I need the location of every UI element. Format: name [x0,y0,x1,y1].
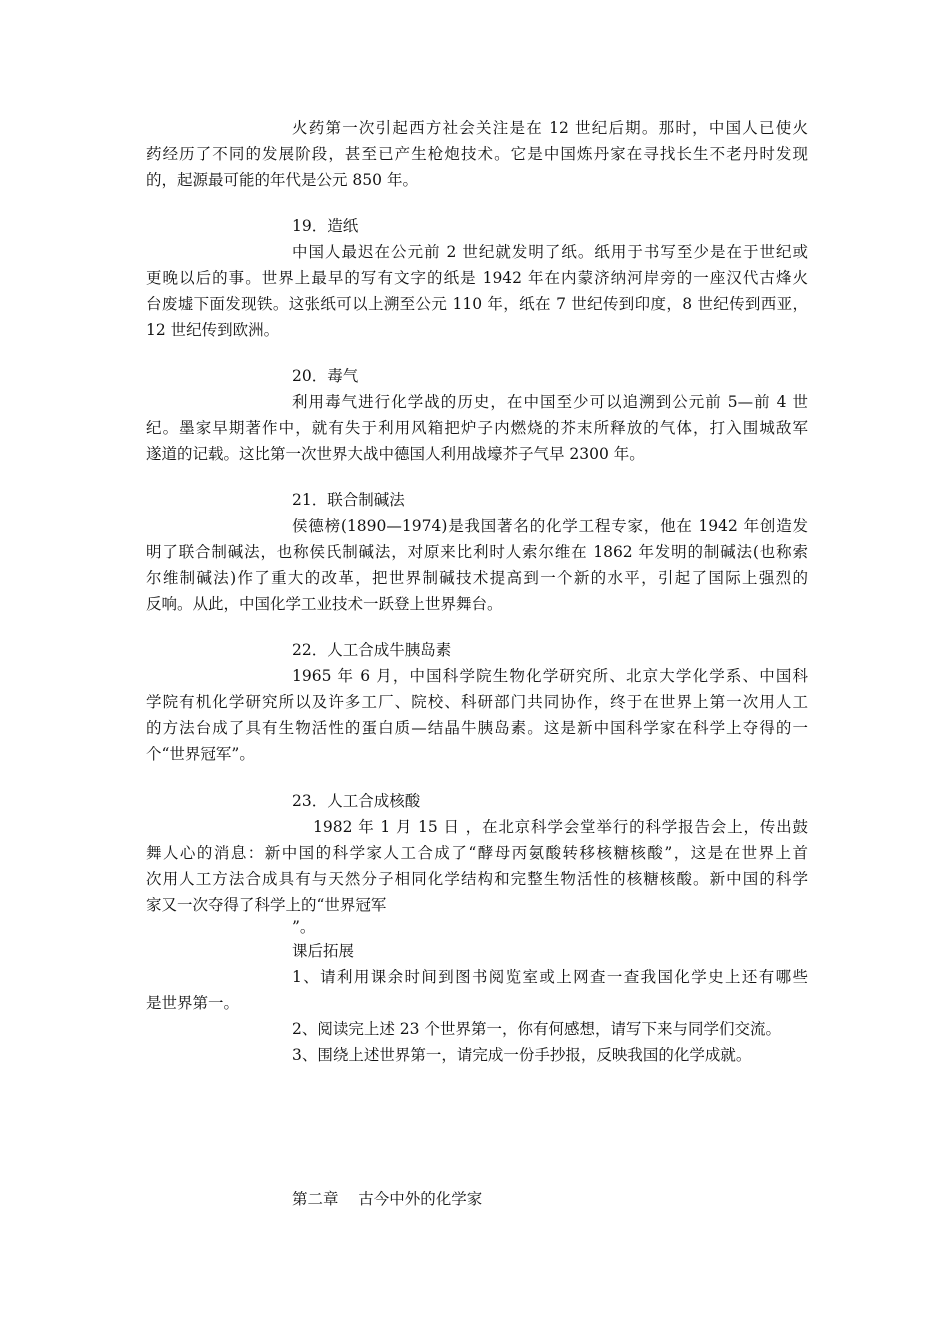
paragraph-line: 中国人最迟在公元前 2 世纪就发明了纸。纸用于书写至少是在于世纪或 [292,243,808,261]
paragraph-line: 舞人心的消息：新中国的科学家人工合成了“酵母丙氨酸转移核糖核酸”，这是在世界上首 [146,844,808,862]
paragraph-line: 反响。从此，中国化学工业技术一跃登上世界舞台。 [146,595,503,613]
paragraph-line: 1982 年 1 月 15 日 ，在北京科学会堂举行的科学报告会上，传出鼓 [313,818,808,836]
paragraph-line: 个“世界冠军”。 [146,745,255,763]
paragraph-line: 遂道的记载。这比第一次世界大战中德国人利用战壕芥子气早 2300 年。 [146,445,645,463]
list-item: 是世界第一。 [146,994,240,1012]
paragraph-line: ”。 [292,918,316,936]
paragraph-line: 药经历了不同的发展阶段，甚至已产生枪炮技术。它是中国炼丹家在寻找长生不老丹时发现 [146,145,808,163]
paragraph-line: 更晚以后的事。世界上最早的写有文字的纸是 1942 年在内蒙济纳河岸旁的一座汉代古烽火 [146,269,808,287]
paragraph-line: 尔维制碱法)作了重大的改革，把世界制碱技术提高到一个新的水平，引起了国际上强烈的 [146,569,808,587]
chapter-title: 第二章 古今中外的化学家 [292,1190,483,1208]
list-item: 3、围绕上述世界第一，请完成一份手抄报，反映我国的化学成就。 [292,1046,752,1064]
paragraph-line: 纪。墨家早期著作中，就有失于利用风箱把炉子内燃烧的芥末所释放的气体，打入围城敌军 [146,419,808,437]
section-heading: 23．人工合成核酸 [292,792,421,810]
section-heading: 22．人工合成牛胰岛素 [292,641,452,659]
paragraph-line: 台废墟下面发现铁。这张纸可以上溯至公元 110 年，纸在 7 世纪传到印度，8 世纪传到西亚， [146,295,808,313]
paragraph-line: 明了联合制碱法，也称侯氏制碱法，对原来比利时人索尔维在 1862 年发明的制碱法(也称索 [146,543,808,561]
paragraph-line: 的方法台成了具有生物活性的蛋白质—结晶牛胰岛素。这是新中国科学家在科学上夺得的一 [146,719,808,737]
paragraph-line: 家又一次夺得了科学上的“世界冠军 [146,896,387,914]
paragraph-line: 利用毒气进行化学战的历史，在中国至少可以追溯到公元前 5—前 4 世 [292,393,808,411]
paragraph-line: 次用人工方法合成具有与天然分子相同化学结构和完整生物活性的核糖核酸。新中国的科学 [146,870,808,888]
list-item: 1、请利用课余时间到图书阅览室或上网查一查我国化学史上还有哪些 [292,968,808,986]
paragraph-line: 12 世纪传到欧洲。 [146,321,280,339]
paragraph-line: 的，起源最可能的年代是公元 850 年。 [146,171,418,189]
paragraph-line: 1965 年 6 月，中国科学院生物化学研究所、北京大学化学系、中国科 [292,667,808,685]
paragraph-line: 侯德榜(1890—1974)是我国著名的化学工程专家，他在 1942 年创造发 [292,517,808,535]
section-heading: 19．造纸 [292,217,359,235]
section-heading: 20．毒气 [292,367,359,385]
list-item: 2、阅读完上述 23 个世界第一，你有何感想，请写下来与同学们交流。 [292,1020,781,1038]
paragraph-line: 火药第一次引起西方社会关注是在 12 世纪后期。那时，中国人已使火 [292,119,808,137]
section-heading: 课后拓展 [292,942,355,960]
section-heading: 21．联合制碱法 [292,491,405,509]
paragraph-line: 学院有机化学研究所以及许多工厂、院校、科研部门共同协作，终于在世界上第一次用人工 [146,693,808,711]
